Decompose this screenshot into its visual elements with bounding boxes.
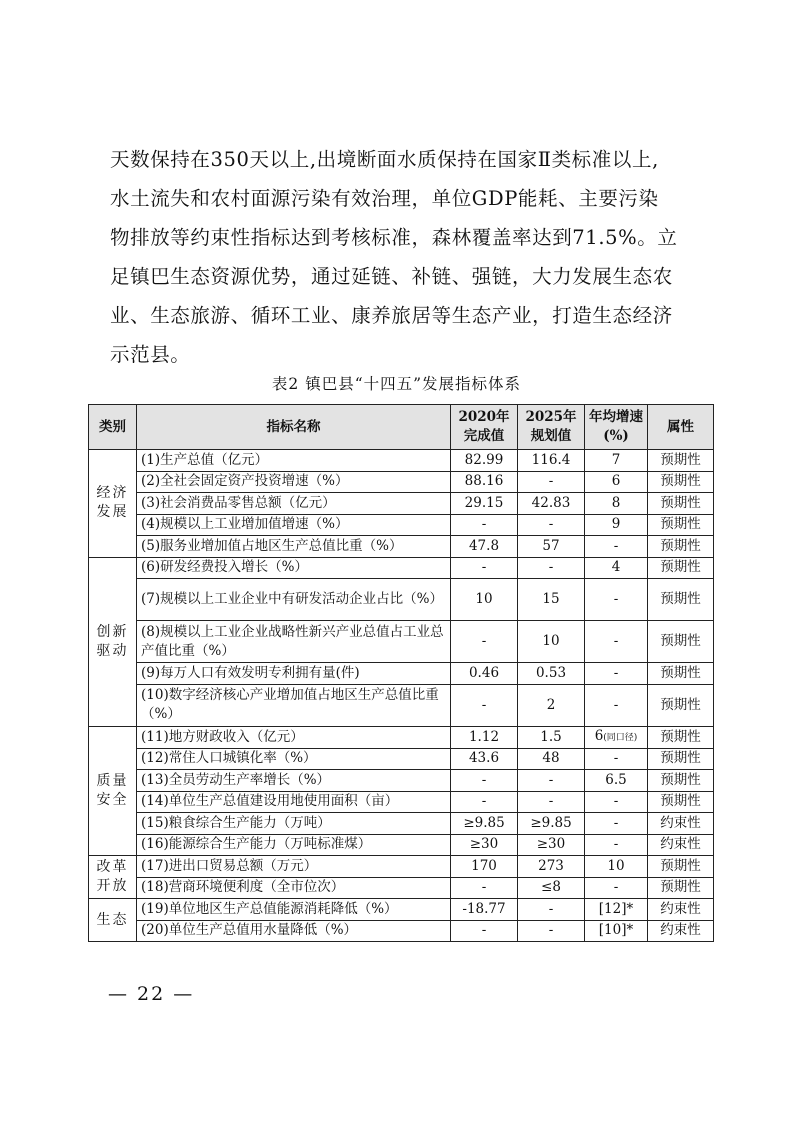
value-2025: 42.83 <box>518 493 585 515</box>
table-row <box>89 899 714 921</box>
body-paragraph <box>110 140 710 374</box>
value-2020: - <box>451 877 518 899</box>
indicator-name: (18)营商环境便利度（全市位次） <box>137 877 451 899</box>
category-cell: 生态 <box>89 899 137 942</box>
growth-note: (同口径) <box>603 732 638 743</box>
growth-value: - <box>585 748 648 770</box>
attribute-value: 预期性 <box>648 471 714 493</box>
body-line: 足镇巴生态资源优势，通过延链、补链、强链，大力发展生态农 <box>110 265 673 288</box>
value-2025: - <box>518 791 585 813</box>
table-row <box>89 726 714 748</box>
body-line: 示范县。 <box>110 343 191 366</box>
indicator-name: (16)能源综合生产能力（万吨标准煤） <box>137 834 451 856</box>
growth-value: 6.5 <box>585 770 648 792</box>
body-line: 水土流失和农村面源污染有效治理，单位GDP能耗、主要污染 <box>110 187 659 210</box>
page-number: — 22 — <box>108 983 195 1005</box>
value-2020: - <box>451 920 518 942</box>
value-2020: 1.12 <box>451 726 518 748</box>
table-row <box>89 514 714 536</box>
growth-value: - <box>585 663 648 685</box>
indicator-name: (7)规模以上工业企业中有研发活动企业占比（%） <box>137 579 451 621</box>
value-2025: 48 <box>518 748 585 770</box>
value-2025: - <box>518 770 585 792</box>
growth-value: - <box>585 877 648 899</box>
attribute-value: 预期性 <box>648 557 714 579</box>
header-category: 类别 <box>89 405 137 450</box>
growth-value: [12]* <box>585 899 648 921</box>
value-2020: - <box>451 621 518 663</box>
value-2020: - <box>451 684 518 726</box>
value-2020: 82.99 <box>451 450 518 472</box>
table-row <box>89 813 714 835</box>
growth-value: 4 <box>585 557 648 579</box>
indicator-name: (20)单位生产总值用水量降低（%） <box>137 920 451 942</box>
table-header-row <box>89 405 714 450</box>
value-2020: - <box>451 514 518 536</box>
growth-value: - <box>585 813 648 835</box>
value-2020: 0.46 <box>451 663 518 685</box>
indicator-name: (10)数字经济核心产业增加值占地区生产总值比重（%） <box>137 684 451 726</box>
attribute-value: 预期性 <box>648 856 714 878</box>
table-row <box>89 770 714 792</box>
growth-value: 9 <box>585 514 648 536</box>
value-2020: 47.8 <box>451 536 518 558</box>
table-row <box>89 536 714 558</box>
table-row <box>89 450 714 472</box>
value-2020: -18.77 <box>451 899 518 921</box>
attribute-value: 预期性 <box>648 579 714 621</box>
table-row <box>89 493 714 515</box>
attribute-value: 预期性 <box>648 877 714 899</box>
value-2020: ≥30 <box>451 834 518 856</box>
value-2025: - <box>518 514 585 536</box>
attribute-value: 预期性 <box>648 770 714 792</box>
category-cell: 质量安全 <box>89 726 137 856</box>
attribute-value: 预期性 <box>648 450 714 472</box>
attribute-value: 预期性 <box>648 536 714 558</box>
value-2025: ≥9.85 <box>518 813 585 835</box>
indicator-name: (5)服务业增加值占地区生产总值比重（%） <box>137 536 451 558</box>
attribute-value: 约束性 <box>648 813 714 835</box>
value-2025: - <box>518 920 585 942</box>
indicator-name: (9)每万人口有效发明专利拥有量(件) <box>137 663 451 685</box>
attribute-value: 预期性 <box>648 493 714 515</box>
growth-value: - <box>585 579 648 621</box>
value-2020: 170 <box>451 856 518 878</box>
table-row <box>89 920 714 942</box>
table-row <box>89 663 714 685</box>
value-2025: - <box>518 899 585 921</box>
value-2025: 273 <box>518 856 585 878</box>
growth-value: - <box>585 536 648 558</box>
growth-value: - <box>585 791 648 813</box>
growth-value: 6 <box>585 471 648 493</box>
value-2020: 29.15 <box>451 493 518 515</box>
growth-value: - <box>585 834 648 856</box>
growth-value: - <box>585 621 648 663</box>
indicator-name: (8)规模以上工业企业战略性新兴产业总值占工业总产值比重（%） <box>137 621 451 663</box>
table-row <box>89 748 714 770</box>
value-2020: ≥9.85 <box>451 813 518 835</box>
growth-value <box>585 726 648 748</box>
attribute-value: 预期性 <box>648 663 714 685</box>
indicator-name: (19)单位地区生产总值能源消耗降低（%） <box>137 899 451 921</box>
value-2025: 15 <box>518 579 585 621</box>
indicator-name: (1)生产总值（亿元） <box>137 450 451 472</box>
table-row <box>89 877 714 899</box>
value-2025: 1.5 <box>518 726 585 748</box>
header-attr: 属性 <box>648 405 714 450</box>
growth-number: 6 <box>594 727 604 744</box>
body-line: 物排放等约束性指标达到考核标准，森林覆盖率达到71.5%。立 <box>110 226 678 249</box>
value-2025: ≥30 <box>518 834 585 856</box>
table-row <box>89 471 714 493</box>
growth-value: [10]* <box>585 920 648 942</box>
attribute-value: 预期性 <box>648 514 714 536</box>
indicator-name: (2)全社会固定资产投资增速（%） <box>137 471 451 493</box>
value-2025: 57 <box>518 536 585 558</box>
attribute-value: 预期性 <box>648 726 714 748</box>
table-row <box>89 856 714 878</box>
growth-value: 7 <box>585 450 648 472</box>
table-row <box>89 557 714 579</box>
value-2020: - <box>451 770 518 792</box>
growth-value: 10 <box>585 856 648 878</box>
category-cell: 创新驱动 <box>89 557 137 726</box>
table-row <box>89 834 714 856</box>
header-2020: 2020年完成值 <box>451 405 518 450</box>
table-row <box>89 579 714 621</box>
value-2020: 10 <box>451 579 518 621</box>
value-2020: 43.6 <box>451 748 518 770</box>
indicator-name: (11)地方财政收入（亿元） <box>137 726 451 748</box>
indicator-name: (12)常住人口城镇化率（%） <box>137 748 451 770</box>
growth-value: - <box>585 684 648 726</box>
attribute-value: 约束性 <box>648 920 714 942</box>
value-2020: 88.16 <box>451 471 518 493</box>
header-2025: 2025年规划值 <box>518 405 585 450</box>
attribute-value: 预期性 <box>648 791 714 813</box>
growth-value: 8 <box>585 493 648 515</box>
attribute-value: 预期性 <box>648 621 714 663</box>
value-2025: 10 <box>518 621 585 663</box>
indicator-name: (17)进出口贸易总额（万元） <box>137 856 451 878</box>
table-caption: 表2 镇巴县“十四五”发展指标体系 <box>271 375 522 393</box>
category-cell: 改革开放 <box>89 856 137 899</box>
indicator-name: (3)社会消费品零售总额（亿元） <box>137 493 451 515</box>
value-2025: 116.4 <box>518 450 585 472</box>
value-2025: - <box>518 471 585 493</box>
table-row <box>89 791 714 813</box>
attribute-value: 预期性 <box>648 684 714 726</box>
attribute-value: 约束性 <box>648 899 714 921</box>
value-2025: ≤8 <box>518 877 585 899</box>
table-row <box>89 684 714 726</box>
value-2025: 2 <box>518 684 585 726</box>
category-cell: 经济发展 <box>89 450 137 558</box>
value-2025: - <box>518 557 585 579</box>
header-name: 指标名称 <box>137 405 451 450</box>
indicator-name: (14)单位生产总值建设用地使用面积（亩） <box>137 791 451 813</box>
value-2020: - <box>451 557 518 579</box>
attribute-value: 预期性 <box>648 748 714 770</box>
header-growth: 年均增速(%) <box>585 405 648 450</box>
body-line: 天数保持在350天以上,出境断面水质保持在国家Ⅱ类标准以上, <box>110 148 659 171</box>
indicator-name: (4)规模以上工业增加值增速（%） <box>137 514 451 536</box>
indicator-name: (15)粮食综合生产能力（万吨） <box>137 813 451 835</box>
indicator-table <box>88 404 714 942</box>
indicator-name: (6)研发经费投入增长（%） <box>137 557 451 579</box>
body-line: 业、生态旅游、循环工业、康养旅居等生态产业，打造生态经济 <box>110 304 673 327</box>
table-row <box>89 621 714 663</box>
value-2025: 0.53 <box>518 663 585 685</box>
value-2020: - <box>451 791 518 813</box>
attribute-value: 约束性 <box>648 834 714 856</box>
indicator-name: (13)全员劳动生产率增长（%） <box>137 770 451 792</box>
